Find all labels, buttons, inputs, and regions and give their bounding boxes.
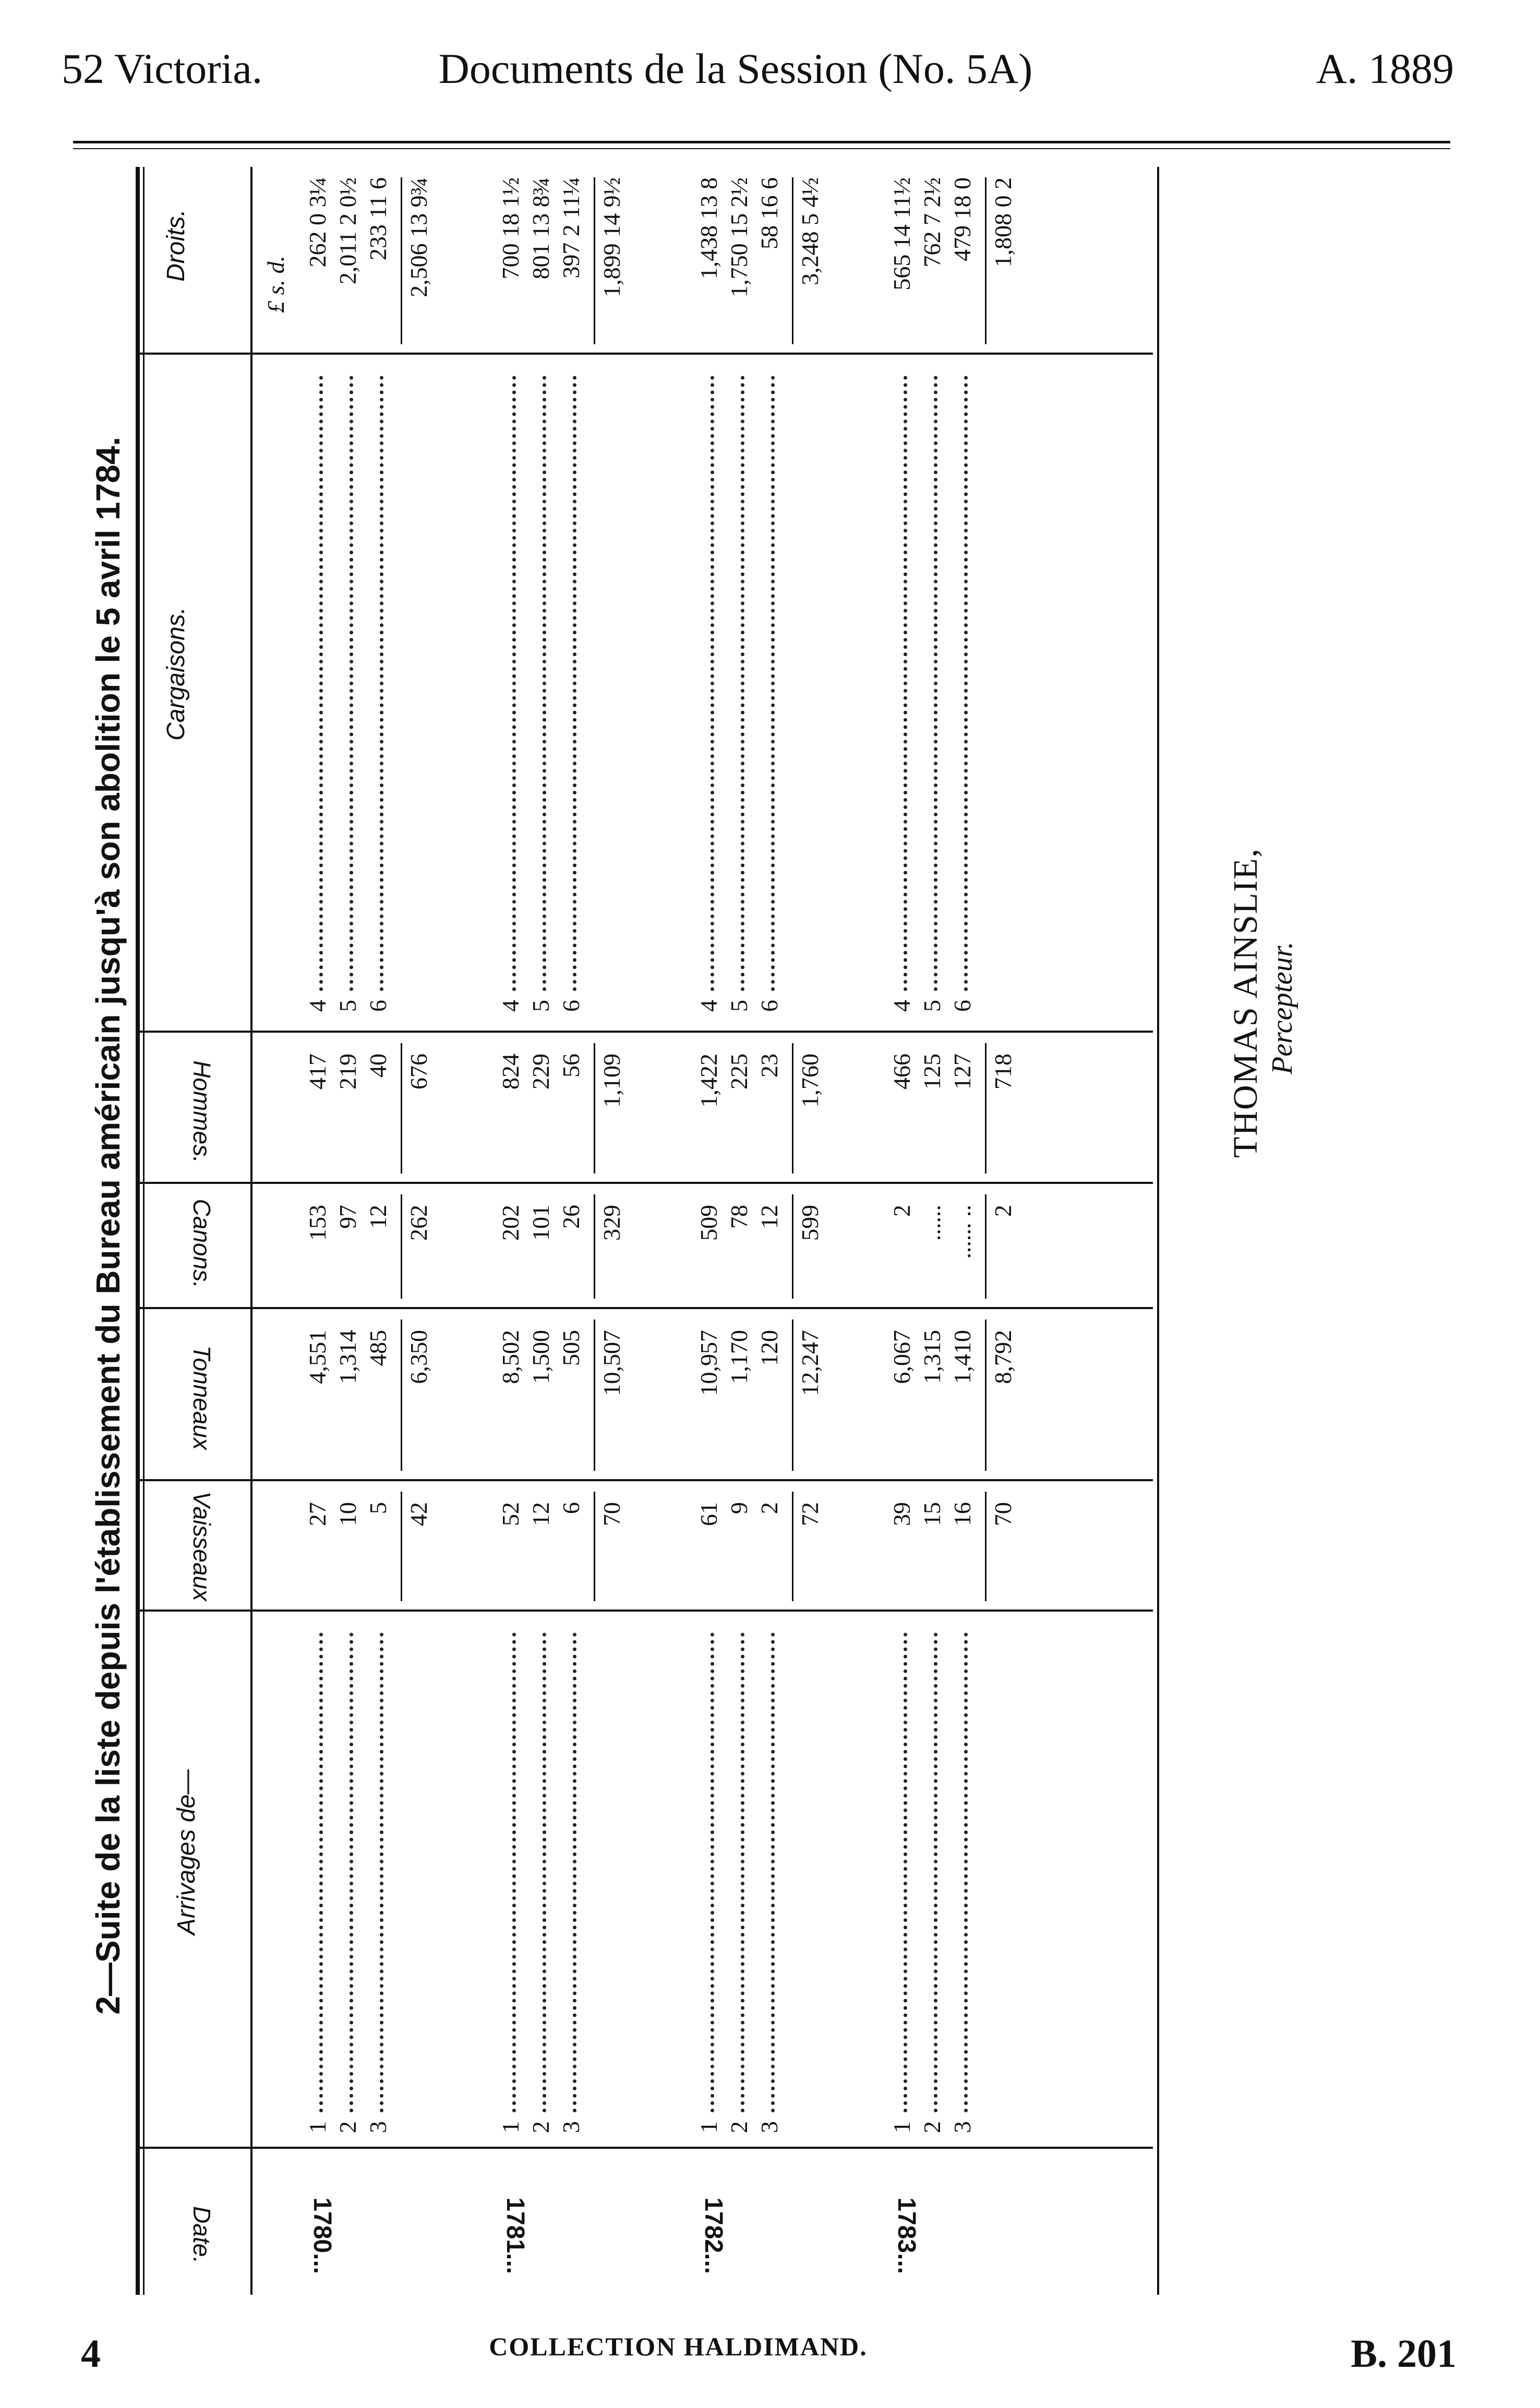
cell-droits: 397 2 11¼ [558, 177, 584, 279]
droits-units: £ s. d. [262, 256, 289, 313]
total-rule [401, 1320, 402, 1471]
cell-cargaison-index: 5 [334, 1000, 361, 1012]
cell-canons: ...... [919, 1205, 945, 1241]
cell-total-vaisseaux: 42 [405, 1502, 432, 1526]
cell-total-tonneaux: 10,507 [598, 1330, 625, 1396]
leader-dots [964, 376, 968, 991]
column-divider [140, 1031, 1153, 1033]
cell-vaisseaux: 2 [756, 1502, 783, 1514]
cell-tonneaux: 485 [365, 1330, 391, 1366]
cell-tonneaux: 6,067 [888, 1330, 915, 1384]
cell-vaisseaux: 16 [949, 1502, 976, 1526]
leader-dots [512, 376, 516, 991]
header-title: Documents de la Session (No. 5A) [438, 45, 1033, 92]
table-frame-inner [143, 167, 145, 2295]
cell-total-hommes: 718 [990, 1054, 1016, 1090]
signature-title: Percepteur. [1266, 941, 1298, 1074]
leader-dots [711, 376, 714, 991]
cell-vaisseaux: 39 [888, 1502, 915, 1526]
cell-cargaison-index: 6 [756, 1000, 783, 1012]
cell-cargaison-index: 6 [365, 1000, 391, 1012]
cell-canons: 2 [888, 1205, 915, 1217]
leader-dots [350, 1632, 353, 2112]
header-year: A. 1889 [1316, 45, 1454, 92]
column-header-date: Date. [188, 2206, 215, 2264]
total-rule [792, 1492, 793, 1601]
rotated-table-block [83, 156, 1298, 2295]
column-header-droits: Droits. [162, 209, 190, 282]
header-divider [250, 167, 252, 2295]
cell-canons: 101 [527, 1205, 554, 1241]
total-rule [792, 1320, 793, 1471]
cell-total-droits: 1,808 0 2 [990, 177, 1016, 268]
total-rule [594, 1043, 595, 1173]
row-index: 1 [304, 2121, 331, 2133]
cell-tonneaux: 1,410 [949, 1330, 976, 1384]
cell-tonneaux: 10,957 [695, 1330, 722, 1396]
cell-total-droits: 2,506 13 9¾ [405, 177, 432, 297]
leader-dots [380, 1632, 383, 2112]
total-rule [401, 177, 402, 344]
cell-tonneaux: 8,502 [497, 1330, 524, 1384]
cell-droits: 762 7 2½ [919, 177, 945, 268]
total-rule [594, 1492, 595, 1601]
leader-dots [741, 1632, 744, 2112]
cell-canons: 97 [334, 1205, 361, 1229]
cell-droits: 801 13 8¾ [527, 177, 554, 280]
leader-dots [350, 376, 353, 991]
cell-tonneaux: 120 [756, 1330, 783, 1366]
cell-droits: 565 14 11½ [888, 177, 915, 291]
cell-total-canons: 329 [598, 1205, 625, 1241]
year-label: 1781... [501, 2197, 529, 2274]
cell-vaisseaux: 15 [919, 1502, 945, 1526]
leader-dots [573, 376, 576, 991]
table-title: 2—Suite de la liste depuis l'établissement du Bureau américain jusqu'à son abolition le 5 avril 1784. [89, 437, 127, 2015]
leader-dots [711, 1632, 714, 2112]
footer-collection: COLLECTION HALDIMAND. [489, 2332, 868, 2361]
cell-cargaison-index: 4 [497, 1000, 524, 1012]
cell-total-vaisseaux: 70 [598, 1502, 625, 1526]
cell-total-hommes: 1,109 [598, 1054, 625, 1108]
cell-cargaison-index: 6 [949, 1000, 976, 1012]
column-header-cargaisons: Cargaisons. [162, 607, 190, 741]
cell-total-canons: 262 [405, 1205, 432, 1241]
leader-dots [904, 1632, 907, 2112]
total-rule [792, 1043, 793, 1173]
cell-droits: 262 0 3¼ [304, 177, 331, 268]
leader-dots [934, 1632, 937, 2112]
total-rule [401, 1492, 402, 1601]
cell-cargaison-index: 6 [558, 1000, 584, 1012]
cell-cargaison-index: 4 [304, 1000, 331, 1012]
cell-cargaison-index: 5 [527, 1000, 554, 1012]
total-rule [401, 1043, 402, 1173]
leader-dots [319, 376, 323, 991]
column-header-arrivages: Arrivages de— [173, 1769, 200, 1935]
cell-total-vaisseaux: 72 [797, 1502, 823, 1526]
cell-droits: 700 18 1½ [497, 177, 524, 280]
row-index: 3 [558, 2121, 584, 2133]
cell-droits: 1,438 13 8 [695, 177, 722, 280]
cell-hommes: 127 [949, 1054, 976, 1090]
leader-dots [573, 1632, 576, 2112]
header-session-year: 52 Victoria. [62, 45, 263, 92]
row-index: 1 [497, 2121, 524, 2133]
cell-tonneaux: 1,315 [919, 1330, 945, 1384]
cell-tonneaux: 1,500 [527, 1330, 554, 1384]
cell-vaisseaux: 10 [334, 1502, 361, 1526]
cell-total-canons: 2 [990, 1205, 1016, 1217]
row-index: 2 [726, 2121, 752, 2133]
leader-dots [964, 1632, 968, 2112]
cell-total-tonneaux: 6,350 [405, 1330, 432, 1384]
cell-canons: 12 [756, 1205, 783, 1229]
cell-hommes: 125 [919, 1054, 945, 1090]
row-index: 3 [949, 2121, 976, 2133]
cell-hommes: 225 [726, 1054, 752, 1090]
header-rule [73, 141, 1450, 143]
cell-vaisseaux: 6 [558, 1502, 584, 1514]
signature-name: THOMAS AINSLIE, [1226, 848, 1265, 1158]
row-index: 1 [888, 2121, 915, 2133]
cell-tonneaux: 4,551 [304, 1330, 331, 1384]
total-rule [985, 177, 986, 344]
column-header-canons: Canons. [188, 1199, 215, 1288]
cell-vaisseaux: 52 [497, 1502, 524, 1526]
total-rule [985, 1492, 986, 1601]
cell-total-canons: 599 [797, 1205, 823, 1241]
cell-hommes: 229 [527, 1054, 554, 1090]
row-index: 3 [756, 2121, 783, 2133]
cell-hommes: 417 [304, 1054, 331, 1090]
cell-tonneaux: 505 [558, 1330, 584, 1366]
footer-page-number: 4 [81, 2332, 101, 2376]
leader-dots [543, 376, 546, 991]
cell-droits: 58 16 6 [756, 177, 783, 249]
total-rule [594, 1194, 595, 1299]
cell-hommes: 824 [497, 1054, 524, 1090]
total-rule [792, 177, 793, 344]
cell-canons: 202 [497, 1205, 524, 1241]
cell-total-hommes: 676 [405, 1054, 432, 1090]
leader-dots [380, 376, 383, 991]
row-index: 1 [695, 2121, 722, 2133]
cell-total-droits: 3,248 5 4½ [797, 177, 823, 285]
column-divider [140, 2147, 1153, 2149]
cell-total-droits: 1,899 14 9½ [598, 177, 625, 297]
cell-droits: 2,011 2 0½ [334, 177, 361, 285]
cell-cargaison-index: 4 [695, 1000, 722, 1012]
leader-dots [771, 376, 775, 991]
header-rule-thin [73, 148, 1450, 149]
leader-dots [771, 1632, 775, 2112]
cell-canons: ...... .. [949, 1205, 976, 1259]
total-rule [985, 1043, 986, 1173]
year-label: 1783... [893, 2197, 920, 2274]
cell-cargaison-index: 4 [888, 1000, 915, 1012]
cell-vaisseaux: 9 [726, 1502, 752, 1514]
cell-tonneaux: 1,170 [726, 1330, 752, 1384]
cell-total-hommes: 1,760 [797, 1054, 823, 1108]
cell-total-tonneaux: 8,792 [990, 1330, 1016, 1384]
cell-canons: 26 [558, 1205, 584, 1229]
cell-hommes: 23 [756, 1054, 783, 1078]
row-index: 2 [527, 2121, 554, 2133]
cell-total-vaisseaux: 70 [990, 1502, 1016, 1526]
leader-dots [904, 376, 907, 991]
cell-canons: 12 [365, 1205, 391, 1229]
cell-hommes: 466 [888, 1054, 915, 1090]
cell-vaisseaux: 12 [527, 1502, 554, 1526]
total-rule [985, 1194, 986, 1299]
cell-cargaison-index: 5 [919, 1000, 945, 1012]
cell-hommes: 40 [365, 1054, 391, 1078]
leader-dots [741, 376, 744, 991]
total-rule [985, 1320, 986, 1471]
column-header-hommes: Hommes. [188, 1060, 215, 1163]
year-label: 1780... [308, 2197, 336, 2274]
total-rule [401, 1194, 402, 1299]
cell-canons: 78 [726, 1205, 752, 1229]
cell-total-tonneaux: 12,247 [797, 1330, 823, 1396]
leader-dots [512, 1632, 516, 2112]
row-index: 2 [334, 2121, 361, 2133]
cell-droits: 479 18 0 [949, 177, 976, 261]
leader-dots [319, 1632, 323, 2112]
cell-canons: 153 [304, 1205, 331, 1241]
cell-hommes: 219 [334, 1054, 361, 1090]
cell-canons: 509 [695, 1205, 722, 1241]
cell-vaisseaux: 27 [304, 1502, 331, 1526]
signature [1226, 848, 1299, 1158]
total-rule [594, 177, 595, 344]
cell-hommes: 56 [558, 1054, 584, 1078]
cell-vaisseaux: 61 [695, 1502, 722, 1526]
column-header-vaisseaux: Vaisseaux [188, 1491, 215, 1601]
year-label: 1782... [700, 2197, 727, 2274]
leader-dots [934, 376, 937, 991]
cell-vaisseaux: 5 [365, 1502, 391, 1514]
row-index: 2 [919, 2121, 945, 2133]
row-index: 3 [365, 2121, 391, 2133]
cell-droits: 1,750 15 2½ [726, 177, 752, 297]
cell-tonneaux: 1,314 [334, 1330, 361, 1384]
total-rule [594, 1320, 595, 1471]
column-header-tonneaux: Tonneaux [188, 1345, 215, 1450]
cell-droits: 233 11 6 [365, 177, 391, 261]
footer-reference: B. 201 [1351, 2332, 1457, 2376]
leader-dots [543, 1632, 546, 2112]
cell-cargaison-index: 5 [726, 1000, 752, 1012]
cell-hommes: 1,422 [695, 1054, 722, 1108]
total-rule [792, 1194, 793, 1299]
